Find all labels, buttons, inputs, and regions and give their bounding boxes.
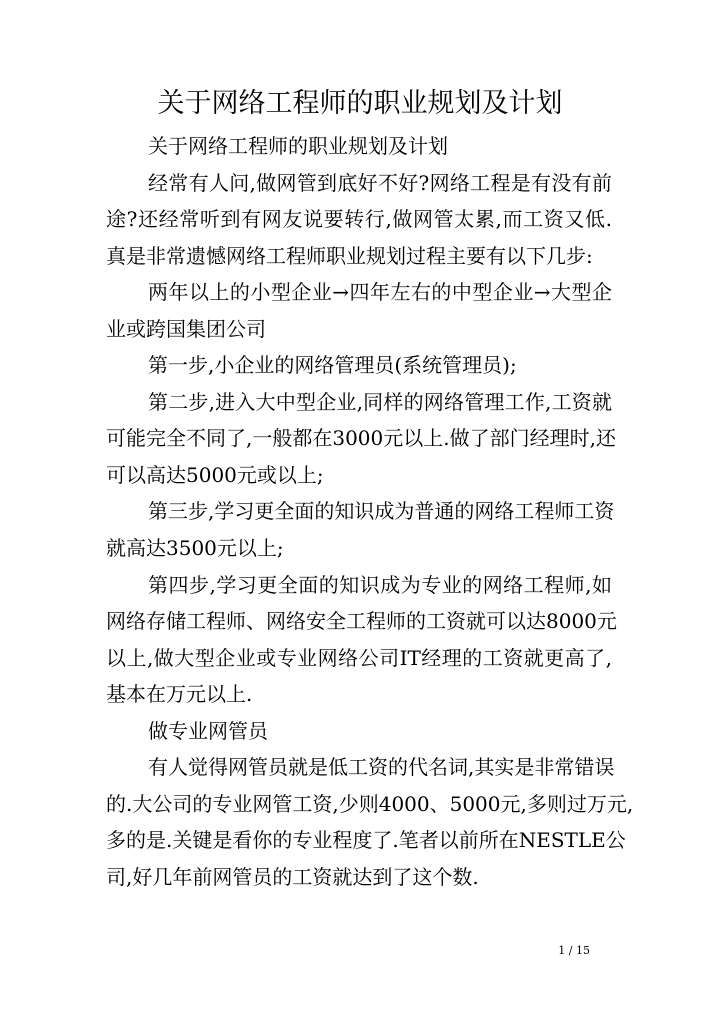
document-title: 关于网络工程师的职业规划及计划 [157, 88, 563, 119]
paragraph-line: 司,好几年前网管员的工资就达到了这个数. [106, 864, 479, 889]
paragraph-line: 有人觉得网管员就是低工资的代名词,其实是非常错误 [148, 755, 615, 780]
paragraph-line: 可能完全不同了,一般都在3000元以上.做了部门经理时,还 [106, 426, 616, 451]
paragraph-line: 真是非常遗憾网络工程师职业规划过程主要有以下几步: [106, 243, 593, 268]
document-body [106, 128, 634, 895]
section-heading: 做专业网管员 [148, 718, 268, 743]
paragraph-line: 就高达3500元以上; [106, 536, 284, 561]
paragraph-line: 可以高达5000元或以上; [106, 462, 324, 487]
page-number: 1 / 15 [558, 944, 590, 957]
paragraph-line: 的.大公司的专业网管工资,少则4000、5000元,多则过万元, [106, 791, 634, 816]
paragraph-line: 经常有人问,做网管到底好不好?网络工程是有没有前 [148, 170, 612, 195]
paragraph-line: 第一步,小企业的网络管理员(系统管理员); [148, 353, 517, 378]
paragraph-line: 第四步,学习更全面的知识成为专业的网络工程师,如 [148, 572, 612, 597]
paragraph-line: 以上,做大型企业或专业网络公司IT经理的工资就更高了, [106, 645, 612, 670]
paragraph-line: 第二步,进入大中型企业,同样的网络管理工作,工资就 [148, 389, 612, 414]
paragraph-line: 网络存储工程师、网络安全工程师的工资就可以达8000元 [106, 609, 617, 634]
paragraph-line: 基本在万元以上. [106, 682, 253, 707]
paragraph-line: 途?还经常听到有网友说要转行,做网管太累,而工资又低. [106, 207, 612, 232]
paragraph-line: 多的是.关键是看你的专业程度了.笔者以前所在NESTLE公 [106, 828, 626, 853]
paragraph-line: 业或跨国集团公司 [106, 316, 266, 341]
paragraph-line: 两年以上的小型企业→四年左右的中型企业→大型企 [148, 280, 612, 305]
subtitle-line: 关于网络工程师的职业规划及计划 [148, 134, 448, 158]
paragraph-line: 第三步,学习更全面的知识成为普通的网络工程师工资 [148, 499, 615, 524]
